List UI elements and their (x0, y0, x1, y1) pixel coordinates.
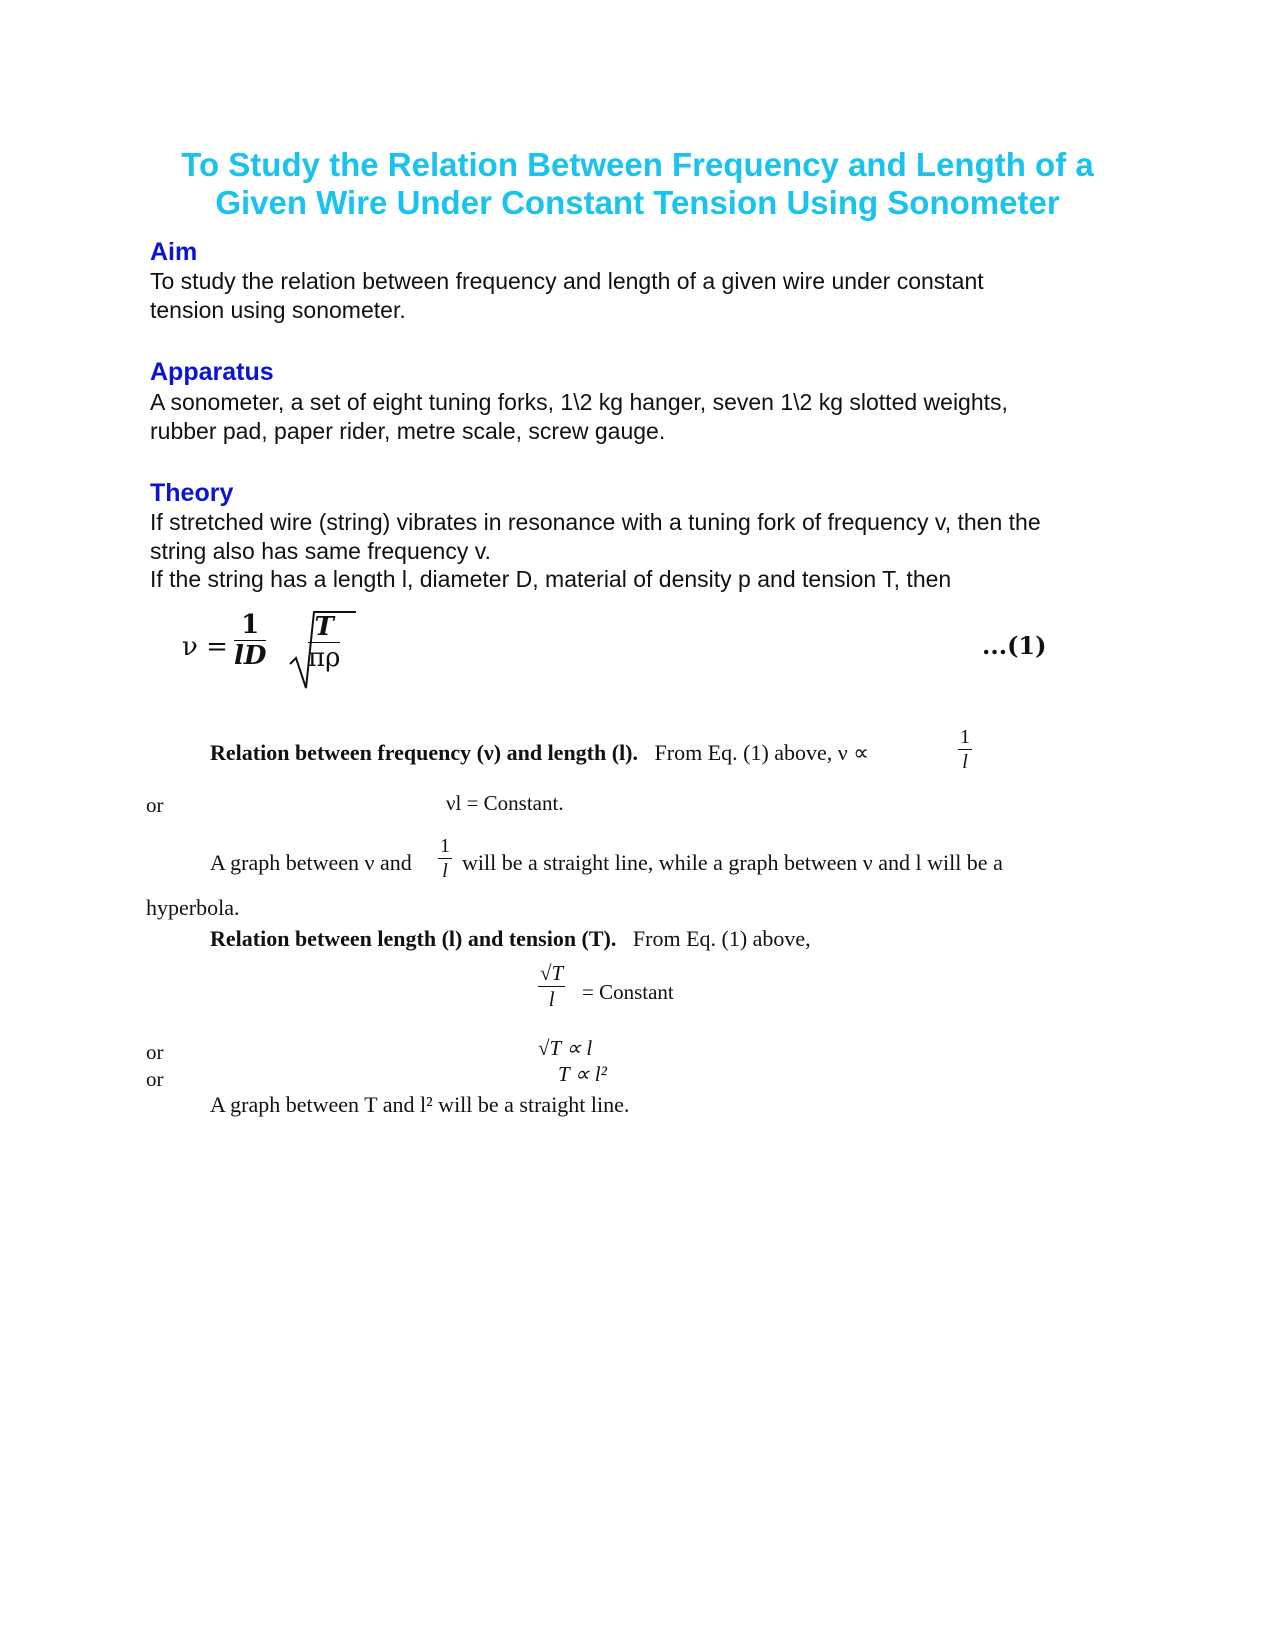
title-line-2: Given Wire Under Constant Tension Using Sonometer (215, 184, 1060, 221)
apparatus-text: A sonometer, a set of eight tuning forks, 1\2 kg hanger, seven 1\2 kg slotted weights, rubber pad, paper rider, metre scale, screw gauge. (150, 389, 1008, 444)
aim-heading: Aim (150, 238, 198, 266)
relation-tension-heading: Relation between length (l) and tension (T). (210, 926, 617, 951)
or-label: or (146, 1040, 164, 1064)
radicand-denominator: πρ (308, 643, 341, 673)
graph-fraction (438, 836, 452, 881)
equation-1-label: ...(1) (982, 631, 1047, 660)
tension-constant: = Constant (582, 980, 674, 1004)
equation-1-fraction (234, 612, 266, 669)
graph-line-part-1: A graph between ν and (210, 850, 412, 875)
tension-fraction (538, 963, 565, 1010)
tension-equation-2: √T ∝ l (538, 1036, 593, 1060)
inverse-length-fraction (958, 727, 972, 772)
tension-fraction-denominator: l (548, 987, 555, 1011)
inverse-length-numerator: 1 (960, 726, 970, 748)
graph-line-part-2: will be a straight line, while a graph between ν and l will be a (462, 850, 1003, 875)
relation-frequency-line (210, 740, 869, 766)
equation-1-lhs: ν = (182, 632, 228, 662)
final-statement: A graph between T and l² will be a straight line. (210, 1092, 630, 1117)
page-title (100, 146, 1175, 222)
apparatus-heading: Apparatus (150, 358, 274, 386)
theory-paragraph-1: If stretched wire (string) vibrates in resonance with a tuning fork of frequency v, then the string also has same frequency v. (150, 509, 1041, 564)
or-label: or (146, 793, 164, 817)
equation-1-numerator: 1 (234, 612, 266, 641)
equation-1-denominator: lD (234, 641, 267, 671)
graph-fraction-denominator: l (442, 860, 448, 882)
theory-paragraph-2: If the string has a length l, diameter D, material of density p and tension T, then (150, 566, 952, 592)
title-line-1: To Study the Relation Between Frequency and Length of a (181, 146, 1094, 183)
relation-tension-text: From Eq. (1) above, (632, 926, 811, 951)
tension-fraction-numerator: √T (540, 961, 564, 985)
relation-frequency-heading: Relation between frequency (ν) and length (l). (210, 740, 639, 765)
theory-heading: Theory (150, 479, 234, 507)
aim-text: To study the relation between frequency and length of a given wire under constant tension using sonometer. (150, 268, 984, 323)
constant-equation: νl = Constant. (446, 791, 564, 815)
radicand-numerator: T (308, 614, 340, 643)
or-label: or (146, 1067, 164, 1091)
equation-1-radicand (308, 614, 340, 671)
graph-fraction-numerator: 1 (440, 835, 450, 857)
inverse-length-denominator: l (962, 751, 968, 773)
relation-tension-line (210, 926, 811, 952)
relation-frequency-text: From Eq. (1) above, ν ∝ (654, 740, 869, 765)
tension-equation-3: T ∝ l² (558, 1062, 607, 1086)
graph-line-part-3: hyperbola. (146, 895, 240, 920)
